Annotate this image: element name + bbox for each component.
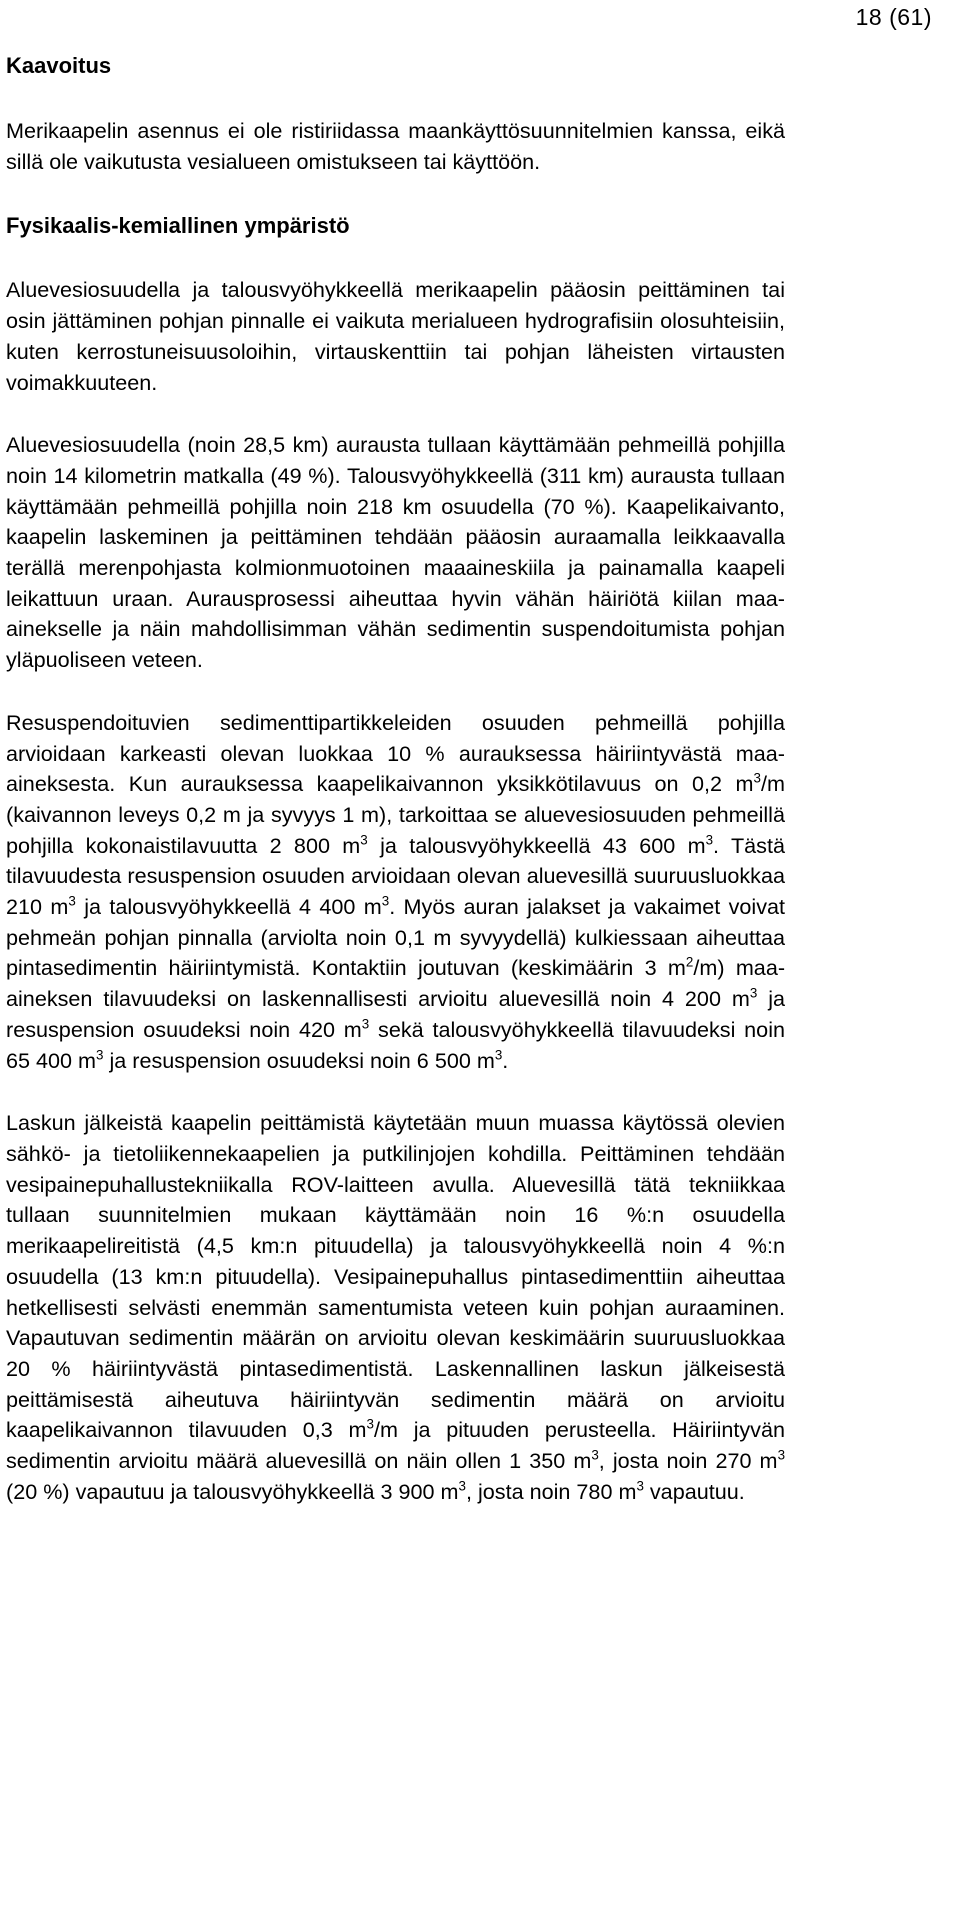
superscript: 3 xyxy=(753,770,761,786)
text-run: ja talousvyöhykkeellä 43 600 m xyxy=(367,832,706,858)
paragraph-auraus: Aluevesiosuudella (noin 28,5 km) aurausta tullaan käyttämään pehmeillä pohjilla noin 14 kilometrin matkalla (49 %). Talousvyöhykkeellä (311 km) aurausta tullaan käyttämään pehmeillä pohjilla noin 218 km osuudella (70 %). Kaapelikaivanto, kaapelin laskeminen ja peittäminen tehdään pääosin auraamalla leikkaavalla terällä merenpohjasta kolmionmuotoinen maaaineskiila ja painamalla kaapeli leikattuun uraan. Aurausprosessi aiheuttaa hyvin vähän häiriötä kiilan maa-ainekselle ja näin mahdollisimman vähän sedimentin suspendoitumista pohjan yläpuoliseen veteen. xyxy=(6,432,785,673)
paragraph-kaavoitus: Merikaapelin asennus ei ole ristiriidassa maankäyttösuunnitelmien kanssa, eikä sillä ole vaikutusta vesialueen omistukseen tai käyttöön. xyxy=(6,118,785,174)
superscript: 2 xyxy=(685,955,694,971)
text-run: /m (kaivannon leveys 0,2 m ja syvyys 1 m), tarkoittaa se aluevesiosuuden pehmeillä pohjilla kokonaistilavuutta 2 800 m xyxy=(6,771,785,858)
text-run: /m ja pituuden perusteella. Häiriintyvän sedimentin arvioitu määrä aluevesillä on näin ollen 1 350 m xyxy=(6,1417,785,1474)
section-heading-kaavoitus: Kaavoitus xyxy=(6,53,112,78)
text-run: ja resuspension osuudeksi noin 6 500 m xyxy=(103,1047,495,1073)
text-run: /m) maa-aineksen tilavuudeksi on laskennallisesti arvioitu aluevesillä noin 4 200 m xyxy=(6,955,786,1012)
superscript: 3 xyxy=(591,1447,599,1463)
paragraph-hydrografia: Aluevesiosuudella ja talousvyöhykkeellä merikaapelin pääosin peittäminen tai osin jättäminen pohjan pinnalle ei vaikuta merialueen hydrografisiin olosuhteisiin, kuten kerrostuneisuusoloihin, virtauskenttiin tai pohjan läheisten virtausten voimakkuuteen. xyxy=(6,277,785,395)
paragraph-peittaminen xyxy=(6,1108,785,1507)
text-run: . Myös auran jalakset ja vakaimet voivat pehmeän pohjan pinnalla (arviolta noin 0,1 m syvyydellä) kulkiessaan aiheuttaa pintasedimentin häiriintymistä. Kontaktiin joutuvan (keskimäärin 3 m xyxy=(6,894,786,981)
text-run: ja resuspension osuudeksi noin 420 m xyxy=(6,986,785,1042)
superscript: 3 xyxy=(458,1478,466,1494)
text-run: ja talousvyöhykkeellä 4 400 m xyxy=(75,894,382,920)
superscript: 3 xyxy=(381,893,390,909)
superscript: 3 xyxy=(705,832,714,848)
text-run: . xyxy=(502,1047,509,1073)
text-run: , josta noin 780 m xyxy=(465,1478,637,1504)
superscript: 3 xyxy=(749,985,758,1001)
text-run: Resuspendoituvien sedimenttipartikkeleiden osuuden pehmeillä pohjilla arvioidaan karkeasti olevan luokkaa 10 % aurauksessa häiriintyvästä maaaineksesta. Kun aurauksessa kaapelikaivannon yksikkötilavuus on 0,2 m xyxy=(6,709,785,797)
text-run: Laskun jälkeistä kaapelin peittämistä käytetään muun muassa käytössä olevien sähkö- ja tietoliikennekaapelien ja putkilinjojen kohdilla. Peittäminen tehdään vesipainepuhallustekniikalla ROV-laitteen avulla. Aluevesillä tätä tekniikkaa tullaan suunnitelmien mukaan käyttämään noin 16 %:n osuudella merikaapelireitistä (4,5 km:n pituudella) ja talousvyöhykkeellä noin 4 %:n osuudella (13 km:n pituudella). Vesipainepuhallus pintasedimenttiin aiheuttaa hetkellisesti selvästi enemmän samentumista veteen kuin pohjan auraaminen. Vapautuvan sedimentin määrän on arvioitu olevan keskimäärin suuruusluokkaa 20 % häiriintyvästä pintasedimentistä. Laskennallinen laskun jälkeisestä peittämisestä aiheutuva häiriintyvän sedimentin määrä on arvioitu kaapelikaivannon tilavuuden 0,3 m xyxy=(6,1110,785,1443)
superscript: 3 xyxy=(366,1417,374,1433)
page-number: 18 (61) xyxy=(855,4,932,30)
paragraph-resuspensio xyxy=(6,708,785,1076)
superscript: 3 xyxy=(494,1047,503,1063)
text-run: vapautuu. xyxy=(643,1478,745,1504)
section-heading-fysikaalis-kemiallinen: Fysikaalis-kemiallinen ympäristö xyxy=(6,213,350,239)
superscript: 3 xyxy=(777,1447,786,1463)
superscript: 3 xyxy=(96,1047,104,1063)
superscript: 3 xyxy=(636,1478,644,1494)
document-body xyxy=(6,53,785,1507)
superscript: 3 xyxy=(68,893,76,909)
text-run: , josta noin 270 m xyxy=(598,1448,778,1474)
text-run: (20 %) vapautuu ja talousvyöhykkeellä 3 900 m xyxy=(6,1478,459,1504)
superscript: 3 xyxy=(360,832,368,848)
superscript: 3 xyxy=(361,1016,370,1032)
text-run: . Tästä tilavuudesta resuspension osuuden arvioidaan olevan aluevesillä suuruusluokkaa 210 m xyxy=(6,832,785,920)
text-run: sekä talousvyöhykkeellä tilavuudeksi noin 65 400 m xyxy=(6,1016,785,1073)
